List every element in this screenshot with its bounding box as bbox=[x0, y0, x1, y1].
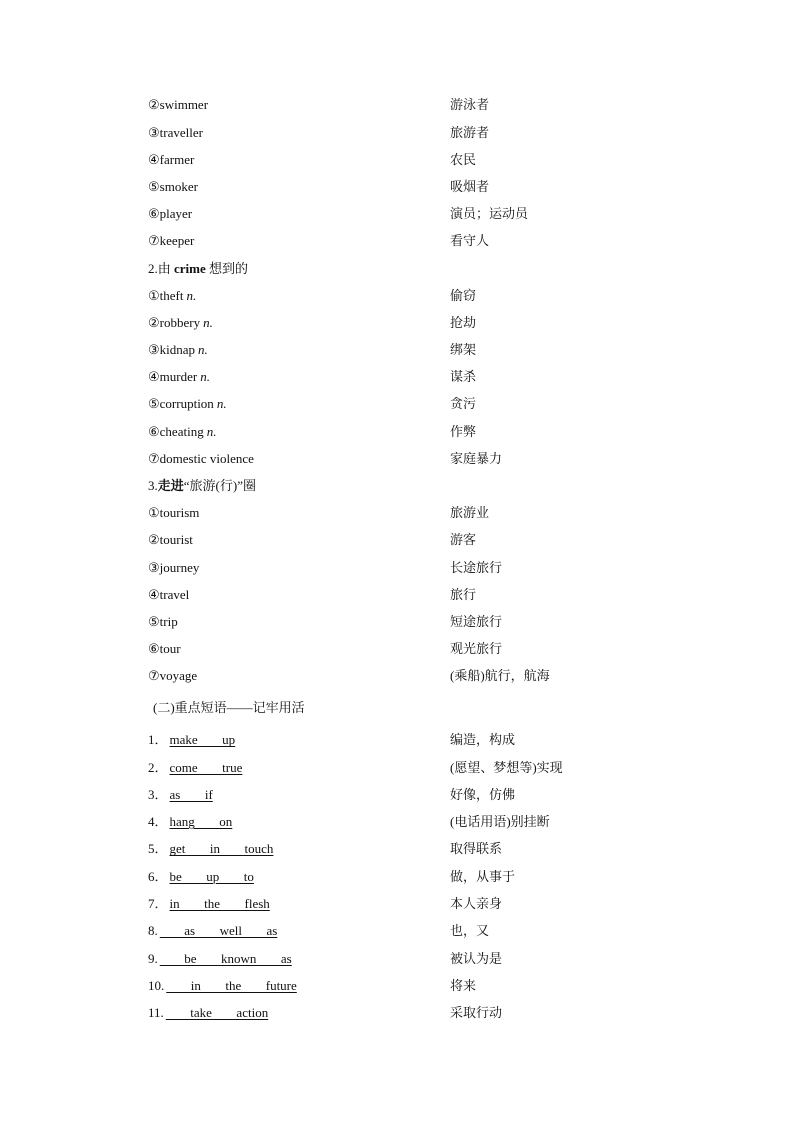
vocab-meaning: 偷窃 bbox=[450, 287, 477, 303]
phrase-text: come true bbox=[169, 759, 243, 775]
vocab-term: ②swimmer bbox=[148, 97, 209, 113]
phrase-text: be known as bbox=[159, 950, 292, 966]
phrase-row bbox=[148, 781, 668, 808]
vocab-term: ⑤corruption bbox=[148, 396, 214, 412]
heading-emphasis: 走进 bbox=[157, 478, 184, 494]
phrase-meaning: 好像，仿佛 bbox=[450, 786, 516, 802]
phrase-row bbox=[148, 754, 668, 781]
vocab-row bbox=[148, 554, 668, 581]
vocab-meaning: 谋杀 bbox=[450, 369, 477, 385]
phrase-meaning: 本人亲身 bbox=[450, 896, 503, 912]
part-of-speech: n. bbox=[216, 396, 227, 412]
phrase-meaning: 采取行动 bbox=[450, 1005, 503, 1021]
part-of-speech: n. bbox=[198, 342, 208, 358]
phrase-number: 11. bbox=[148, 1005, 164, 1021]
vocab-term: ③kidnap bbox=[148, 342, 196, 358]
vocab-meaning: 短途旅行 bbox=[450, 613, 503, 629]
vocab-row bbox=[148, 363, 668, 390]
phrase-meaning: 做，从事于 bbox=[450, 868, 516, 884]
vocab-row bbox=[148, 635, 668, 662]
vocab-row bbox=[148, 282, 668, 309]
phrase-text: be up to bbox=[169, 868, 254, 884]
phrase-number: 3． bbox=[148, 786, 168, 802]
phrase-number: 1． bbox=[148, 732, 168, 748]
vocab-row bbox=[148, 173, 668, 200]
phrase-meaning: 被认为是 bbox=[450, 950, 503, 966]
vocab-meaning: 农民 bbox=[450, 151, 477, 167]
vocab-term: ②robbery bbox=[148, 314, 201, 330]
section-heading-phrases: (二)重点短语——记牢用活 bbox=[153, 700, 305, 716]
phrase-row bbox=[148, 808, 668, 835]
phrase-text: as if bbox=[169, 786, 213, 802]
phrase-row bbox=[148, 917, 668, 944]
phrase-meaning: 将来 bbox=[450, 977, 477, 993]
phrase-row bbox=[148, 726, 668, 753]
vocab-meaning: 抢劫 bbox=[450, 314, 477, 330]
vocab-term: ⑤trip bbox=[148, 613, 178, 629]
part-of-speech: n. bbox=[186, 287, 197, 303]
phrase-text: get in touch bbox=[169, 841, 274, 857]
phrase-text: as well as bbox=[159, 923, 278, 939]
vocab-meaning: 演员；运动员 bbox=[450, 206, 529, 222]
vocab-meaning: 看守人 bbox=[450, 233, 490, 249]
vocab-row bbox=[148, 91, 668, 118]
heading-suffix: 想到的 bbox=[205, 260, 249, 276]
vocab-meaning: 作弊 bbox=[450, 423, 477, 439]
heading-prefix: 3. bbox=[148, 478, 158, 494]
phrase-meaning: 也，又 bbox=[450, 923, 490, 939]
vocab-row bbox=[148, 227, 668, 254]
vocab-term: ③traveller bbox=[148, 124, 203, 140]
part-of-speech: n. bbox=[200, 369, 210, 385]
heading-emphasis: crime bbox=[174, 260, 206, 276]
part-of-speech: n. bbox=[206, 423, 217, 439]
vocab-meaning: 家庭暴力 bbox=[450, 450, 503, 466]
vocabulary-list bbox=[148, 91, 668, 689]
vocab-row bbox=[148, 581, 668, 608]
vocab-meaning: 长途旅行 bbox=[450, 559, 503, 575]
vocab-meaning: 游泳者 bbox=[450, 97, 490, 113]
phrase-number: 10. bbox=[148, 977, 165, 993]
phrase-text: hang on bbox=[169, 814, 233, 830]
vocab-row bbox=[148, 309, 668, 336]
vocab-meaning: 吸烟者 bbox=[450, 178, 490, 194]
phrase-meaning: 编造，构成 bbox=[450, 732, 516, 748]
vocab-row bbox=[148, 119, 668, 146]
heading-suffix: “旅游(行)”圈 bbox=[183, 478, 256, 494]
vocab-meaning: 旅游者 bbox=[450, 124, 490, 140]
vocab-row bbox=[148, 390, 668, 417]
phrase-number: 8. bbox=[148, 923, 158, 939]
phrase-row bbox=[148, 945, 668, 972]
phrase-number: 9. bbox=[148, 950, 158, 966]
phrase-text: in the future bbox=[166, 977, 297, 993]
vocab-term: ①tourism bbox=[148, 505, 200, 521]
vocab-meaning: 旅游业 bbox=[450, 505, 490, 521]
vocab-row bbox=[148, 146, 668, 173]
vocab-row bbox=[148, 445, 668, 472]
phrase-meaning: 取得联系 bbox=[450, 841, 503, 857]
vocab-term: ④murder bbox=[148, 369, 198, 385]
vocab-meaning: 旅行 bbox=[450, 586, 477, 602]
vocab-term: ④farmer bbox=[148, 151, 195, 167]
vocab-row bbox=[148, 499, 668, 526]
part-of-speech: n. bbox=[203, 314, 213, 330]
section-heading bbox=[148, 472, 668, 499]
section-heading bbox=[148, 255, 668, 282]
phrase-meaning: (愿望、梦想等)实现 bbox=[450, 759, 563, 775]
vocab-term: ⑦domestic violence bbox=[148, 450, 254, 466]
phrase-meaning: (电话用语)别挂断 bbox=[450, 814, 550, 830]
heading-prefix: 2.由 bbox=[148, 260, 175, 276]
phrase-number: 2． bbox=[148, 759, 168, 775]
vocab-term: ②tourist bbox=[148, 532, 193, 548]
phrase-row bbox=[148, 999, 668, 1026]
vocab-row bbox=[148, 200, 668, 227]
phrase-text: take action bbox=[165, 1005, 269, 1021]
vocab-meaning: 贪污 bbox=[450, 396, 477, 412]
phrase-row bbox=[148, 972, 668, 999]
vocab-term: ③journey bbox=[148, 559, 200, 575]
vocab-row bbox=[148, 336, 668, 363]
vocab-term: ⑥tour bbox=[148, 641, 181, 657]
vocab-row bbox=[148, 608, 668, 635]
phrase-row bbox=[148, 863, 668, 890]
vocab-meaning: 观光旅行 bbox=[450, 641, 503, 657]
phrase-number: 6． bbox=[148, 868, 168, 884]
vocab-term: ①theft bbox=[148, 287, 184, 303]
phrase-row bbox=[148, 835, 668, 862]
phrase-text: in the flesh bbox=[169, 896, 270, 912]
phrase-number: 4． bbox=[148, 814, 168, 830]
phrase-number: 5． bbox=[148, 841, 168, 857]
vocab-term: ⑥player bbox=[148, 206, 193, 222]
vocab-meaning: (乘船)航行，航海 bbox=[450, 668, 550, 684]
vocab-meaning: 绑架 bbox=[450, 342, 477, 358]
vocab-term: ⑤smoker bbox=[148, 178, 198, 194]
phrase-list bbox=[148, 726, 668, 1026]
vocab-term: ⑥cheating bbox=[148, 423, 204, 439]
vocab-term: ⑦voyage bbox=[148, 668, 198, 684]
vocab-term: ④travel bbox=[148, 586, 190, 602]
vocab-meaning: 游客 bbox=[450, 532, 477, 548]
vocab-row bbox=[148, 418, 668, 445]
vocab-row bbox=[148, 662, 668, 689]
phrase-number: 7． bbox=[148, 896, 168, 912]
phrase-text: make up bbox=[169, 732, 236, 748]
phrase-row bbox=[148, 890, 668, 917]
vocab-term: ⑦keeper bbox=[148, 233, 195, 249]
vocab-row bbox=[148, 526, 668, 553]
